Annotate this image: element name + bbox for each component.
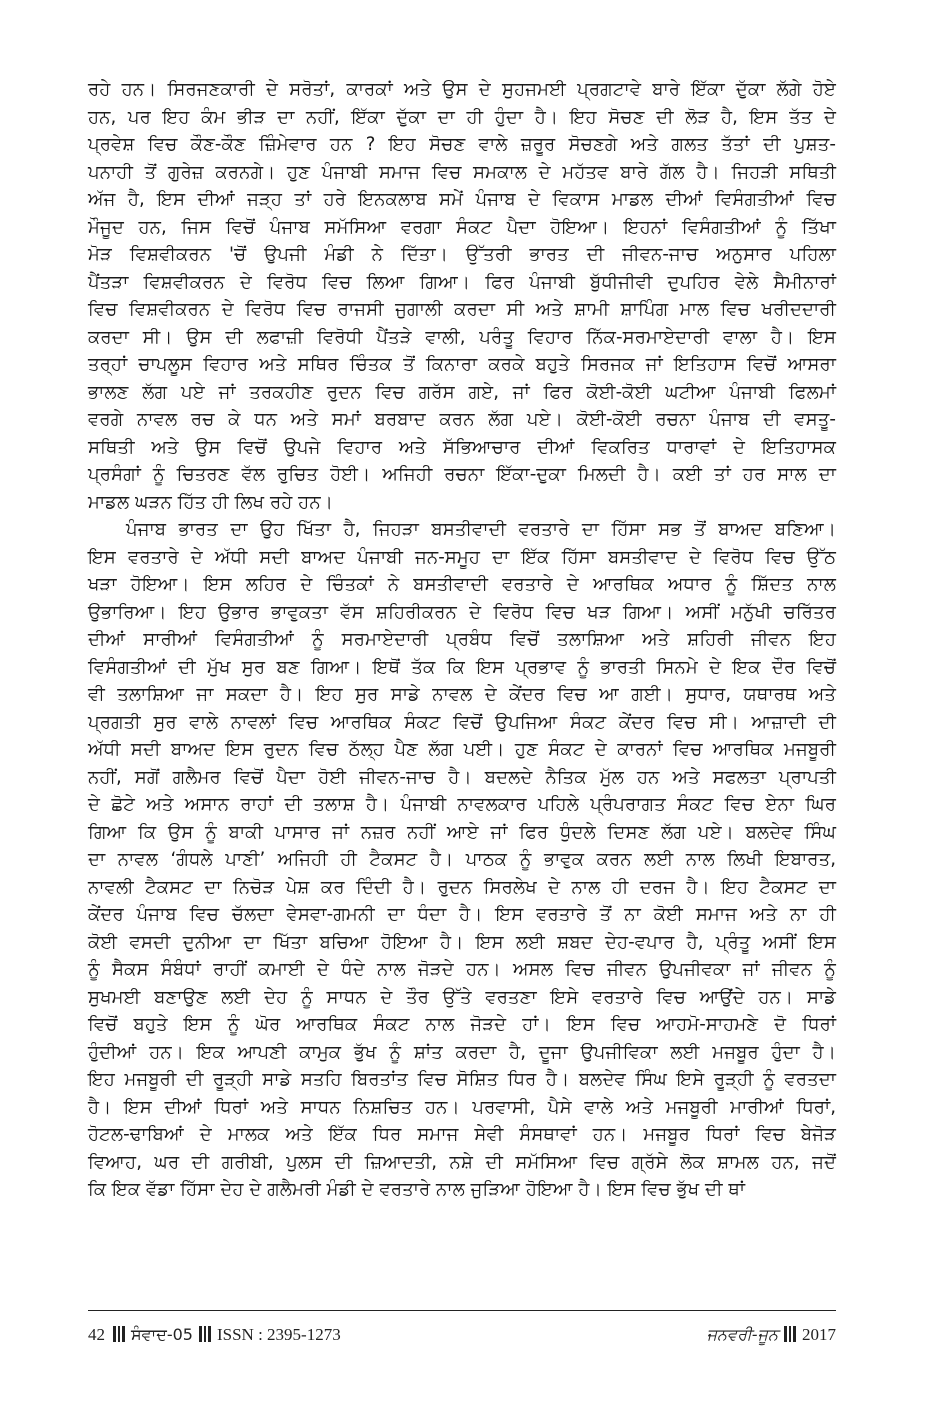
footer-right [707, 1325, 836, 1345]
text-line: ਸਥਿਤੀ ਅਤੇ ਉਸ ਵਿਚੋਂ ਉਪਜੇ ਵਿਹਾਰ ਅਤੇ ਸੱਭਿਆਚਾਰ ਦੀਆਂ ਵਿਕਰਿਤ ਧਾਰਾਵਾਂ ਦੇ ਇਤਿਹਾਸਕ [88, 436, 836, 458]
text-line: ਵਿਚੋਂ ਬਹੁਤੇ ਇਸ ਨੂੰ ਘੋਰ ਆਰਥਿਕ ਸੰਕਟ ਨਾਲ ਜੋੜਦੇ ਹਾਂ। ਇਸ ਵਿਚ ਆਹਮੋ-ਸਾਹਮਣੇ ਦੋ ਧਿਰਾਂ [88, 1014, 836, 1035]
text-line: ਉਭਾਰਿਆ। ਇਹ ਉਭਾਰ ਭਾਵੁਕਤਾ ਵੱਸ ਸ਼ਹਿਰੀਕਰਨ ਦੇ ਵਿਰੋਧ ਵਿਚ ਖੜ ਗਿਆ। ਅਸੀਂ ਮਨੁੱਖੀ ਚਰਿੱਤਰ [88, 601, 836, 623]
text-line: ਵੀ ਤਲਾਸ਼ਿਆ ਜਾ ਸਕਦਾ ਹੈ। ਇਹ ਸੁਰ ਸਾਡੇ ਨਾਵਲ ਦੇ ਕੇਂਦਰ ਵਿਚ ਆ ਗਈ। ਸੁਧਾਰ, ਯਥਾਰਥ ਅਤੇ [88, 684, 836, 705]
text-line: ਖੜਾ ਹੋਇਆ। ਇਸ ਲਹਿਰ ਦੇ ਚਿੰਤਕਾਂ ਨੇ ਬਸਤੀਵਾਦੀ ਵਰਤਾਰੇ ਦੇ ਆਰਥਿਕ ਅਧਾਰ ਨੂੰ ਸ਼ਿੱਦਤ ਨਾਲ [88, 574, 836, 595]
issue-year: 2017 [802, 1325, 836, 1344]
separator-bars-icon [199, 1326, 211, 1342]
text-line: ਦੀਆਂ ਸਾਰੀਆਂ ਵਿਸੰਗਤੀਆਂ ਨੂੰ ਸਰਮਾਏਦਾਰੀ ਪ੍ਰਬੰਧ ਵਿਚੋਂ ਤਲਾਸ਼ਿਆ ਅਤੇ ਸ਼ਹਿਰੀ ਜੀਵਨ ਇਹ [88, 629, 836, 650]
text-line: ਵਰਗੇ ਨਾਵਲ ਰਚ ਕੇ ਧਨ ਅਤੇ ਸਮਾਂ ਬਰਬਾਦ ਕਰਨ ਲੱਗ ਪਏ। ਕੋਈ-ਕੋਈ ਰਚਨਾ ਪੰਜਾਬ ਦੀ ਵਸਤੂ- [88, 409, 836, 430]
page-number: 42 [88, 1325, 105, 1344]
text-line: ਪ੍ਰਵੇਸ਼ ਵਿਚ ਕੌਣ-ਕੌਣ ਜ਼ਿੰਮੇਵਾਰ ਹਨ ? ਇਹ ਸੋਚਣ ਵਾਲੇ ਜ਼ਰੂਰ ਸੋਚਣਗੇ ਅਤੇ ਗਲਤ ਤੱਤਾਂ ਦੀ ਪੁਸ਼ਤ- [88, 134, 836, 155]
text-line: ਅੱਧੀ ਸਦੀ ਬਾਅਦ ਇਸ ਰੁਦਨ ਵਿਚ ਠੱਲ੍ਹ ਪੈਣ ਲੱਗ ਪਈ। ਹੁਣ ਸੰਕਟ ਦੇ ਕਾਰਨਾਂ ਵਿਚ ਆਰਥਿਕ ਮਜਬੂਰੀ [88, 739, 836, 760]
separator-bars-icon [784, 1326, 796, 1342]
journal-name: ਸੰਵਾਦ-05 [131, 1325, 193, 1344]
text-line: ਪ੍ਰਗਤੀ ਸੁਰ ਵਾਲੇ ਨਾਵਲਾਂ ਵਿਚ ਆਰਥਿਕ ਸੰਕਟ ਵਿਚੋਂ ਉਪਜਿਆ ਸੰਕਟ ਕੇਂਦਰ ਵਿਚ ਸੀ। ਆਜ਼ਾਦੀ ਦੀ [88, 711, 836, 733]
text-line: ਨਹੀਂ, ਸਗੋਂ ਗਲੈਮਰ ਵਿਚੋਂ ਪੈਦਾ ਹੋਈ ਜੀਵਨ-ਜਾਚ ਹੈ। ਬਦਲਦੇ ਨੈਤਿਕ ਮੁੱਲ ਹਨ ਅਤੇ ਸਫਲਤਾ ਪ੍ਰਾਪਤੀ [88, 766, 836, 788]
text-line: ਦੇ ਛੋਟੇ ਅਤੇ ਅਸਾਨ ਰਾਹਾਂ ਦੀ ਤਲਾਸ਼ ਹੈ। ਪੰਜਾਬੀ ਨਾਵਲਕਾਰ ਪਹਿਲੇ ਪ੍ਰੰਪਰਾਗਤ ਸੰਕਟ ਵਿਚ ਏਨਾ ਘਿਰ [88, 794, 836, 815]
text-line: ਵਿਚ ਵਿਸ਼ਵੀਕਰਨ ਦੇ ਵਿਰੋਧ ਵਿਚ ਰਾਜਸੀ ਜੁਗਾਲੀ ਕਰਦਾ ਸੀ ਅਤੇ ਸ਼ਾਮੀ ਸ਼ਾਪਿੰਗ ਮਾਲ ਵਿਚ ਖਰੀਦਦਾਰੀ [88, 299, 836, 320]
paragraph-2 [88, 516, 836, 1204]
issue-months: ਜਨਵਰੀ-ਜੂਨ [706, 1325, 778, 1344]
text-line: ਤਰ੍ਹਾਂ ਚਾਪਲੂਸ ਵਿਹਾਰ ਅਤੇ ਸਥਿਰ ਚਿੰਤਕ ਤੋਂ ਕਿਨਾਰਾ ਕਰਕੇ ਬਹੁਤੇ ਸਿਰਜਕ ਜਾਂ ਇਤਿਹਾਸ ਵਿਚੋਂ ਆਸਰਾ [88, 354, 836, 375]
text-line: ਹਨ, ਪਰ ਇਹ ਕੰਮ ਭੀੜ ਦਾ ਨਹੀਂ, ਇੱਕਾ ਦੁੱਕਾ ਦਾ ਹੀ ਹੁੰਦਾ ਹੈ। ਇਹ ਸੋਚਣ ਦੀ ਲੋੜ ਹੈ, ਇਸ ਤੱਤ ਦੇ [88, 106, 836, 128]
text-line: ਕਰਦਾ ਸੀ। ਉਸ ਦੀ ਲਫਾਜ਼ੀ ਵਿਰੋਧੀ ਪੈਂਤੜੇ ਵਾਲੀ, ਪਰੰਤੂ ਵਿਹਾਰ ਨਿੱਕ-ਸਰਮਾਏਦਾਰੀ ਵਾਲਾ ਹੈ। ਇਸ [88, 326, 836, 348]
text-line: ਪ੍ਰਸੰਗਾਂ ਨੂੰ ਚਿਤਰਣ ਵੱਲ ਰੁਚਿਤ ਹੋਈ। ਅਜਿਹੀ ਰਚਨਾ ਇੱਕਾ-ਦੁਕਾ ਮਿਲਦੀ ਹੈ। ਕਈ ਤਾਂ ਹਰ ਸਾਲ ਦਾ [88, 464, 836, 485]
article-body [88, 76, 836, 1204]
text-line: ਮਾਡਲ ਘੜਨ ਹਿੱਤ ਹੀ ਲਿਖ ਰਹੇ ਹਨ। [88, 491, 333, 513]
text-line: ਹੈ। ਇਸ ਦੀਆਂ ਧਿਰਾਂ ਅਤੇ ਸਾਧਨ ਨਿਸ਼ਚਿਤ ਹਨ। ਪਰਵਾਸੀ, ਪੈਸੇ ਵਾਲੇ ਅਤੇ ਮਜਬੂਰੀ ਮਾਰੀਆਂ ਧਿਰਾਂ, [88, 1096, 836, 1118]
footer-rule [88, 1310, 836, 1311]
text-line: ਕੇਂਦਰ ਪੰਜਾਬ ਵਿਚ ਚੱਲਦਾ ਵੇਸਵਾ-ਗਮਨੀ ਦਾ ਧੰਦਾ ਹੈ। ਇਸ ਵਰਤਾਰੇ ਤੋਂ ਨਾ ਕੋਈ ਸਮਾਜ ਅਤੇ ਨਾ ਹੀ [88, 904, 836, 925]
text-line: ਕਿ ਇਕ ਵੱਡਾ ਹਿੱਸਾ ਦੇਹ ਦੇ ਗਲੈਮਰੀ ਮੰਡੀ ਦੇ ਵਰਤਾਰੇ ਨਾਲ ਜੁੜਿਆ ਹੋਇਆ ਹੈ। ਇਸ ਵਿਚ ਭੁੱਖ ਦੀ ਥਾਂ [88, 1179, 746, 1200]
separator-bars-icon [113, 1326, 125, 1342]
paragraph-1 [88, 76, 836, 516]
text-line: ਹੁੰਦੀਆਂ ਹਨ। ਇਕ ਆਪਣੀ ਕਾਮੁਕ ਭੁੱਖ ਨੂੰ ਸ਼ਾਂਤ ਕਰਦਾ ਹੈ, ਦੂਜਾ ਉਪਜੀਵਿਕਾ ਲਈ ਮਜਬੂਰ ਹੁੰਦਾ ਹੈ। [88, 1041, 836, 1063]
footer-left [88, 1325, 341, 1345]
issn-number: ISSN : 2395-1273 [216, 1325, 341, 1344]
text-line: ਗਿਆ ਕਿ ਉਸ ਨੂੰ ਬਾਕੀ ਪਾਸਾਰ ਜਾਂ ਨਜ਼ਰ ਨਹੀਂ ਆਏ ਜਾਂ ਫਿਰ ਧੁੰਦਲੇ ਦਿਸਣ ਲੱਗ ਪਏ। ਬਲਦੇਵ ਸਿੰਘ [88, 821, 836, 843]
text-line: ਨੂੰ ਸੈਕਸ ਸੰਬੰਧਾਂ ਰਾਹੀਂ ਕਮਾਈ ਦੇ ਧੰਦੇ ਨਾਲ ਜੋੜਦੇ ਹਨ। ਅਸਲ ਵਿਚ ਜੀਵਨ ਉਪਜੀਵਕਾ ਜਾਂ ਜੀਵਨ ਨੂੰ [88, 959, 836, 980]
text-line: ਵਿਸੰਗਤੀਆਂ ਦੀ ਮੁੱਖ ਸੁਰ ਬਣ ਗਿਆ। ਇਥੋਂ ਤੱਕ ਕਿ ਇਸ ਪ੍ਰਭਾਵ ਨੂੰ ਭਾਰਤੀ ਸਿਨਮੇ ਦੇ ਇਕ ਦੌਰ ਵਿਚੋਂ [88, 656, 836, 678]
text-line: ਮੌਜੂਦ ਹਨ, ਜਿਸ ਵਿਚੋਂ ਪੰਜਾਬ ਸਮੱਸਿਆ ਵਰਗਾ ਸੰਕਟ ਪੈਦਾ ਹੋਇਆ। ਇਹਨਾਂ ਵਿਸੰਗਤੀਆਂ ਨੂੰ ਤਿੱਖਾ [88, 216, 836, 238]
text-line: ਨਾਵਲੀ ਟੈਕਸਟ ਦਾ ਨਿਚੋੜ ਪੇਸ਼ ਕਰ ਦਿੰਦੀ ਹੈ। ਰੁਦਨ ਸਿਰਲੇਖ ਦੇ ਨਾਲ ਹੀ ਦਰਜ ਹੈ। ਇਹ ਟੈਕਸਟ ਦਾ [88, 876, 836, 898]
text-line: ਰਹੇ ਹਨ। ਸਿਰਜਣਕਾਰੀ ਦੇ ਸਰੋਤਾਂ, ਕਾਰਕਾਂ ਅਤੇ ਉਸ ਦੇ ਸੁਹਜਮਈ ਪ੍ਰਗਟਾਵੇ ਬਾਰੇ ਇੱਕਾ ਦੁੱਕਾ ਲੱਗੇ ਹੋਏ [88, 79, 836, 100]
text-line: ਸੁਖਮਈ ਬਣਾਉਣ ਲਈ ਦੇਹ ਨੂੰ ਸਾਧਨ ਦੇ ਤੌਰ ਉੱਤੇ ਵਰਤਣਾ ਇਸੇ ਵਰਤਾਰੇ ਵਿਚ ਆਉਂਦੇ ਹਨ। ਸਾਡੇ [88, 986, 836, 1008]
text-line: ਮੋੜ ਵਿਸ਼ਵੀਕਰਨ 'ਚੋਂ ਉਪਜੀ ਮੰਡੀ ਨੇ ਦਿੱਤਾ। ਉੱਤਰੀ ਭਾਰਤ ਦੀ ਜੀਵਨ-ਜਾਚ ਅਨੁਸਾਰ ਪਹਿਲਾ [88, 244, 836, 265]
text-line: ਪੈਂਤੜਾ ਵਿਸ਼ਵੀਕਰਨ ਦੇ ਵਿਰੋਧ ਵਿਚ ਲਿਆ ਗਿਆ। ਫਿਰ ਪੰਜਾਬੀ ਬੁੱਧੀਜੀਵੀ ਦੁਪਹਿਰ ਵੇਲੇ ਸੈਮੀਨਾਰਾਂ [88, 271, 836, 293]
text-line: ਅੱਜ ਹੈ, ਇਸ ਦੀਆਂ ਜੜ੍ਹ ਤਾਂ ਹਰੇ ਇਨਕਲਾਬ ਸਮੇਂ ਪੰਜਾਬ ਦੇ ਵਿਕਾਸ ਮਾਡਲ ਦੀਆਂ ਵਿਸੰਗਤੀਆਂ ਵਿਚ [88, 189, 836, 210]
text-line: ਇਹ ਮਜਬੂਰੀ ਦੀ ਰੂੜ੍ਹੀ ਸਾਡੇ ਸਤਹਿ ਬਿਰਤਾਂਤ ਵਿਚ ਸੋਸ਼ਿਤ ਧਿਰ ਹੈ। ਬਲਦੇਵ ਸਿੰਘ ਇਸੇ ਰੂੜ੍ਹੀ ਨੂੰ ਵਰਤਦਾ [88, 1069, 836, 1090]
page-footer [88, 1325, 836, 1351]
text-line: ਭਾਲਣ ਲੱਗ ਪਏ ਜਾਂ ਤਰਕਹੀਣ ਰੁਦਨ ਵਿਚ ਗਰੱਸ ਗਏ, ਜਾਂ ਫਿਰ ਕੋਈ-ਕੋਈ ਘਟੀਆ ਪੰਜਾਬੀ ਫਿਲਮਾਂ [88, 381, 836, 403]
text-line: ਦਾ ਨਾਵਲ ‘ਗੰਧਲੇ ਪਾਣੀ’ ਅਜਿਹੀ ਹੀ ਟੈਕਸਟ ਹੈ। ਪਾਠਕ ਨੂੰ ਭਾਵੁਕ ਕਰਨ ਲਈ ਨਾਲ ਲਿਖੀ ਇਬਾਰਤ, [88, 849, 836, 870]
text-line: ਕੋਈ ਵਸਦੀ ਦੁਨੀਆ ਦਾ ਖਿੱਤਾ ਬਚਿਆ ਹੋਇਆ ਹੈ। ਇਸ ਲਈ ਸ਼ਬਦ ਦੇਹ-ਵਪਾਰ ਹੈ, ਪ੍ਰੰਤੂ ਅਸੀਂ ਇਸ [88, 931, 836, 953]
text-line: ਵਿਆਹ, ਘਰ ਦੀ ਗਰੀਬੀ, ਪੁਲਸ ਦੀ ਜ਼ਿਆਦਤੀ, ਨਸ਼ੇ ਦੀ ਸਮੱਸਿਆ ਵਿਚ ਗ੍ਰੱਸੇ ਲੋਕ ਸ਼ਾਮਲ ਹਨ, ਜਦੋਂ [88, 1151, 836, 1173]
text-line: ਪਨਾਹੀ ਤੋਂ ਗੁਰੇਜ਼ ਕਰਨਗੇ। ਹੁਣ ਪੰਜਾਬੀ ਸਮਾਜ ਵਿਚ ਸਮਕਾਲ ਦੇ ਮਹੱਤਵ ਬਾਰੇ ਗੱਲ ਹੈ। ਜਿਹੜੀ ਸਥਿਤੀ [88, 161, 836, 183]
text-line: ਹੋਟਲ-ਢਾਬਿਆਂ ਦੇ ਮਾਲਕ ਅਤੇ ਇੱਕ ਧਿਰ ਸਮਾਜ ਸੇਵੀ ਸੰਸਥਾਵਾਂ ਹਨ। ਮਜਬੂਰ ਧਿਰਾਂ ਵਿਚ ਬੇਜੋੜ [88, 1124, 836, 1145]
text-line: ਪੰਜਾਬ ਭਾਰਤ ਦਾ ਉਹ ਖਿੱਤਾ ਹੈ, ਜਿਹੜਾ ਬਸਤੀਵਾਦੀ ਵਰਤਾਰੇ ਦਾ ਹਿੱਸਾ ਸਭ ਤੋਂ ਬਾਅਦ ਬਣਿਆ। [126, 519, 836, 540]
text-line: ਇਸ ਵਰਤਾਰੇ ਦੇ ਅੱਧੀ ਸਦੀ ਬਾਅਦ ਪੰਜਾਬੀ ਜਨ-ਸਮੂਹ ਦਾ ਇੱਕ ਹਿੱਸਾ ਬਸਤੀਵਾਦ ਦੇ ਵਿਰੋਧ ਵਿਚ ਉੱਠ [88, 546, 836, 568]
